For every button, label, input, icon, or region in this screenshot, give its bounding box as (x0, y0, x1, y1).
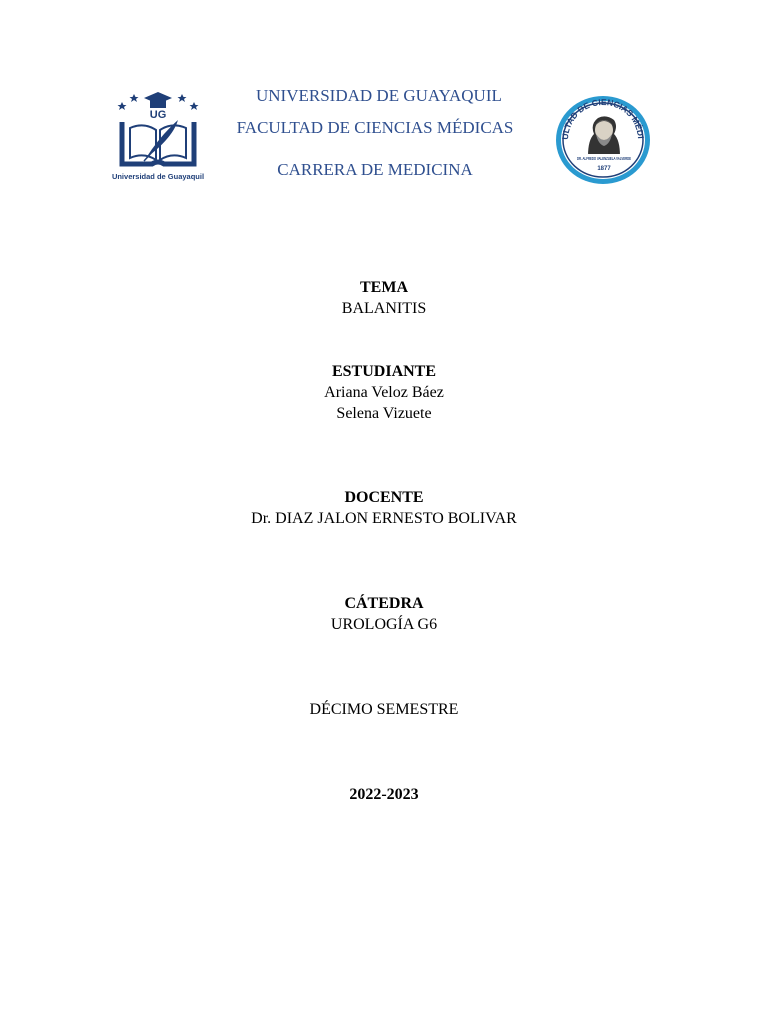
logo-caption: Universidad de Guayaquil (111, 172, 205, 181)
tema-heading: TEMA (360, 279, 408, 296)
estudiante-section (0, 361, 768, 424)
university-logo (108, 86, 208, 186)
periodo-text: 2022-2023 (349, 786, 419, 803)
university-book-quill-icon (108, 86, 208, 170)
logo-monogram: UG (149, 109, 167, 121)
seal-year: 1877 (597, 166, 611, 172)
university-name: UNIVERSIDAD DE GUAYAQUIL (256, 86, 502, 105)
estudiante-name: Selena Vizuete (336, 405, 432, 422)
career-name: CARRERA DE MEDICINA (277, 160, 473, 179)
tema-value: BALANITIS (341, 300, 427, 317)
seal-ring-text: ULTAD DE CIENCIAS MÉDI (559, 96, 646, 141)
faculty-seal (554, 94, 652, 186)
faculty-portrait-seal-icon (554, 94, 652, 186)
semestre-text: DÉCIMO SEMESTRE (309, 701, 459, 718)
estudiante-name: Ariana Veloz Báez (324, 384, 444, 401)
docente-heading: DOCENTE (344, 489, 424, 506)
tema-section (0, 277, 768, 319)
seal-name-band: DR. ALFREDO VALENZUELA VALVERDE (577, 156, 632, 161)
docente-value: Dr. DIAZ JALON ERNESTO BOLIVAR (251, 510, 517, 527)
estudiante-heading: ESTUDIANTE (331, 363, 437, 380)
faculty-name: FACULTAD DE CIENCIAS MÉDICAS (236, 118, 514, 137)
catedra-section (0, 593, 768, 635)
catedra-value: UROLOGÍA G6 (330, 616, 438, 633)
catedra-heading: CÁTEDRA (344, 595, 424, 612)
docente-section (0, 487, 768, 529)
